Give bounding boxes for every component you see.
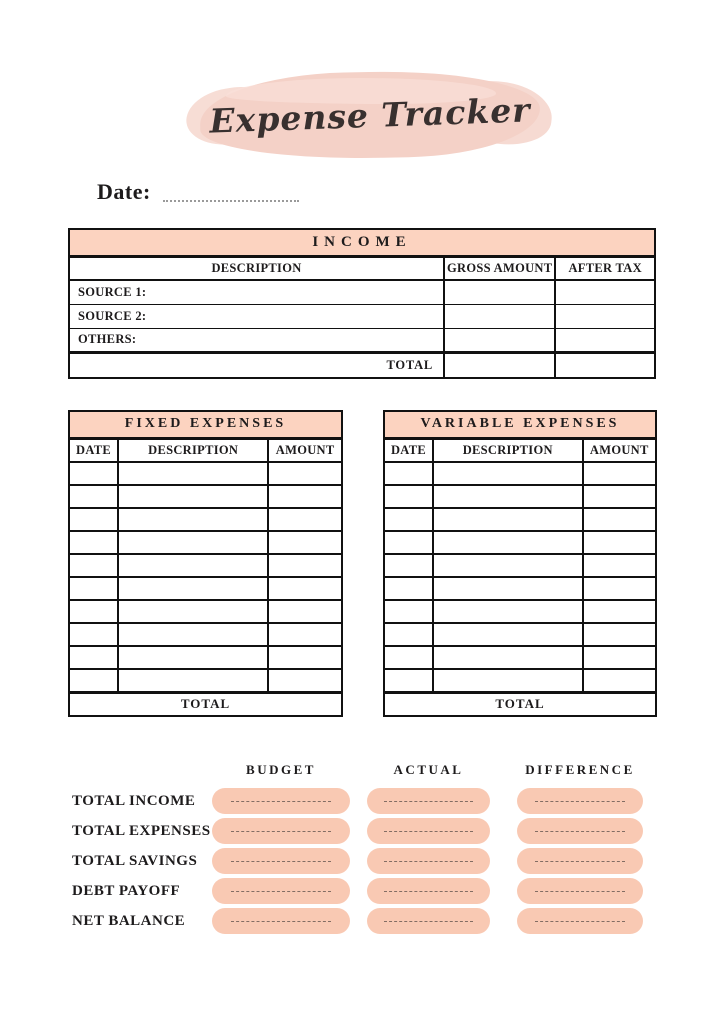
income-title: INCOME [69, 229, 655, 256]
date-cell[interactable] [69, 462, 118, 485]
summary-label-net-balance: NET BALANCE [72, 913, 186, 929]
fixed-expenses-total-row [69, 692, 342, 716]
variable-col-date: DATE [384, 438, 433, 462]
summary-section [68, 762, 656, 938]
variable-expenses-title: VARIABLE EXPENSES [384, 411, 656, 438]
date-cell[interactable] [384, 600, 433, 623]
expense-row [384, 531, 656, 554]
expense-row [69, 577, 342, 600]
description-cell[interactable] [118, 577, 268, 600]
fixed-expenses-total-label: TOTAL [69, 692, 342, 716]
description-cell[interactable] [433, 554, 583, 577]
actual-field[interactable] [367, 848, 490, 874]
difference-field[interactable] [517, 878, 643, 904]
budget-field[interactable] [212, 788, 350, 814]
gross-amount-cell[interactable] [444, 280, 555, 304]
expense-row [384, 577, 656, 600]
gross-amount-cell[interactable] [444, 328, 555, 352]
date-cell[interactable] [384, 462, 433, 485]
fixed-expenses-table [68, 410, 343, 717]
after-tax-cell[interactable] [555, 328, 655, 352]
fill-line [535, 861, 626, 862]
expense-row [69, 554, 342, 577]
description-cell[interactable] [118, 669, 268, 692]
date-cell[interactable] [384, 577, 433, 600]
income-col-gross-amount: GROSS AMOUNT [444, 256, 555, 280]
fill-line [535, 831, 626, 832]
description-cell[interactable] [118, 485, 268, 508]
income-total-after-tax-cell[interactable] [555, 352, 655, 378]
fill-line [384, 921, 473, 922]
expense-row [69, 462, 342, 485]
expense-row [384, 623, 656, 646]
amount-cell[interactable] [583, 462, 656, 485]
budget-field[interactable] [212, 878, 350, 904]
fill-line [535, 801, 626, 802]
fixed-expenses-title: FIXED EXPENSES [69, 411, 342, 438]
fixed-col-description: DESCRIPTION [118, 438, 268, 462]
after-tax-cell[interactable] [555, 280, 655, 304]
expense-row [384, 462, 656, 485]
variable-expenses-total-row [384, 692, 656, 716]
expense-row [69, 646, 342, 669]
date-fill-line[interactable] [163, 200, 299, 202]
income-total-label: TOTAL [69, 352, 444, 378]
fill-line [384, 861, 473, 862]
amount-cell[interactable] [268, 669, 342, 692]
amount-cell[interactable] [583, 623, 656, 646]
expense-row [69, 600, 342, 623]
amount-cell[interactable] [583, 554, 656, 577]
amount-cell[interactable] [583, 577, 656, 600]
expense-row [384, 508, 656, 531]
description-cell[interactable] [433, 600, 583, 623]
description-cell[interactable] [433, 508, 583, 531]
amount-cell[interactable] [268, 600, 342, 623]
summary-label-debt-payoff: DEBT PAYOFF [72, 883, 181, 899]
date-cell[interactable] [69, 623, 118, 646]
amount-cell[interactable] [583, 508, 656, 531]
fill-line [231, 891, 330, 892]
description-cell[interactable] [433, 462, 583, 485]
date-cell[interactable] [384, 531, 433, 554]
amount-cell[interactable] [268, 646, 342, 669]
description-cell[interactable] [118, 531, 268, 554]
variable-expenses-total-label: TOTAL [384, 692, 656, 716]
summary-header [68, 762, 656, 779]
actual-field[interactable] [367, 818, 490, 844]
income-total-gross-cell[interactable] [444, 352, 555, 378]
variable-expenses-table [383, 410, 657, 717]
summary-col-actual: ACTUAL [393, 762, 464, 777]
description-cell[interactable] [433, 485, 583, 508]
date-cell[interactable] [69, 554, 118, 577]
description-cell[interactable] [433, 669, 583, 692]
description-cell[interactable] [118, 554, 268, 577]
budget-field[interactable] [212, 908, 350, 934]
actual-field[interactable] [367, 908, 490, 934]
variable-col-amount: AMOUNT [583, 438, 656, 462]
expense-row [69, 623, 342, 646]
expense-row [69, 508, 342, 531]
income-col-description: DESCRIPTION [69, 256, 444, 280]
amount-cell[interactable] [268, 531, 342, 554]
description-cell[interactable] [118, 508, 268, 531]
amount-cell[interactable] [583, 646, 656, 669]
after-tax-cell[interactable] [555, 304, 655, 328]
amount-cell[interactable] [268, 577, 342, 600]
amount-cell[interactable] [268, 508, 342, 531]
fixed-col-amount: AMOUNT [268, 438, 342, 462]
expense-row [384, 554, 656, 577]
fill-line [535, 891, 626, 892]
summary-label-total-income: TOTAL INCOME [72, 793, 196, 809]
gross-amount-cell[interactable] [444, 304, 555, 328]
difference-field[interactable] [517, 848, 643, 874]
amount-cell[interactable] [268, 623, 342, 646]
difference-field[interactable] [517, 908, 643, 934]
fill-line [384, 831, 473, 832]
expense-row [384, 669, 656, 692]
amount-cell[interactable] [268, 485, 342, 508]
date-cell[interactable] [69, 508, 118, 531]
amount-cell[interactable] [583, 531, 656, 554]
description-cell[interactable] [118, 462, 268, 485]
amount-cell[interactable] [583, 600, 656, 623]
fill-line [384, 891, 473, 892]
difference-field[interactable] [517, 818, 643, 844]
income-row-source-1 [69, 280, 655, 304]
date-cell[interactable] [69, 531, 118, 554]
summary-col-difference: DIFFERENCE [525, 762, 635, 777]
summary-row-debt-payoff [68, 878, 656, 904]
summary-row-total-income [68, 788, 656, 814]
description-cell[interactable] [433, 577, 583, 600]
expense-row [69, 669, 342, 692]
difference-field[interactable] [517, 788, 643, 814]
income-total-row [69, 352, 655, 378]
summary-label-total-expenses: TOTAL EXPENSES [72, 823, 211, 839]
expense-row [69, 531, 342, 554]
income-label-source-1: SOURCE 1: [69, 280, 444, 304]
summary-col-budget: BUDGET [246, 762, 316, 777]
expense-row [384, 646, 656, 669]
actual-field[interactable] [367, 878, 490, 904]
date-cell[interactable] [384, 623, 433, 646]
date-cell[interactable] [384, 508, 433, 531]
description-cell[interactable] [118, 646, 268, 669]
income-table [68, 228, 656, 379]
budget-field[interactable] [212, 818, 350, 844]
income-row-source-2 [69, 304, 655, 328]
fixed-col-date: DATE [69, 438, 118, 462]
date-cell[interactable] [384, 669, 433, 692]
variable-col-description: DESCRIPTION [433, 438, 583, 462]
description-cell[interactable] [118, 600, 268, 623]
date-cell[interactable] [69, 669, 118, 692]
fill-line [535, 921, 626, 922]
summary-row-total-savings [68, 848, 656, 874]
date-row [97, 179, 299, 205]
fill-line [231, 831, 330, 832]
title-brush-stroke [200, 72, 540, 158]
summary-row-net-balance [68, 908, 656, 934]
fill-line [231, 861, 330, 862]
date-cell[interactable] [384, 554, 433, 577]
income-label-source-2: SOURCE 2: [69, 304, 444, 328]
date-cell[interactable] [384, 485, 433, 508]
date-cell[interactable] [69, 646, 118, 669]
date-cell[interactable] [69, 577, 118, 600]
amount-cell[interactable] [583, 485, 656, 508]
date-cell[interactable] [69, 485, 118, 508]
expense-row [69, 485, 342, 508]
amount-cell[interactable] [268, 554, 342, 577]
description-cell[interactable] [118, 623, 268, 646]
expense-row [384, 485, 656, 508]
description-cell[interactable] [433, 646, 583, 669]
actual-field[interactable] [367, 788, 490, 814]
income-label-others: OTHERS: [69, 328, 444, 352]
description-cell[interactable] [433, 623, 583, 646]
date-label: Date: [97, 179, 151, 204]
summary-row-total-expenses [68, 818, 656, 844]
page-title: Expense Tracker [208, 89, 532, 141]
date-cell[interactable] [69, 600, 118, 623]
amount-cell[interactable] [268, 462, 342, 485]
income-row-others [69, 328, 655, 352]
summary-label-total-savings: TOTAL SAVINGS [72, 853, 198, 869]
description-cell[interactable] [433, 531, 583, 554]
date-cell[interactable] [384, 646, 433, 669]
fill-line [231, 921, 330, 922]
expense-row [384, 600, 656, 623]
amount-cell[interactable] [583, 669, 656, 692]
budget-field[interactable] [212, 848, 350, 874]
income-col-after-tax: AFTER TAX [555, 256, 655, 280]
fill-line [231, 801, 330, 802]
fill-line [384, 801, 473, 802]
